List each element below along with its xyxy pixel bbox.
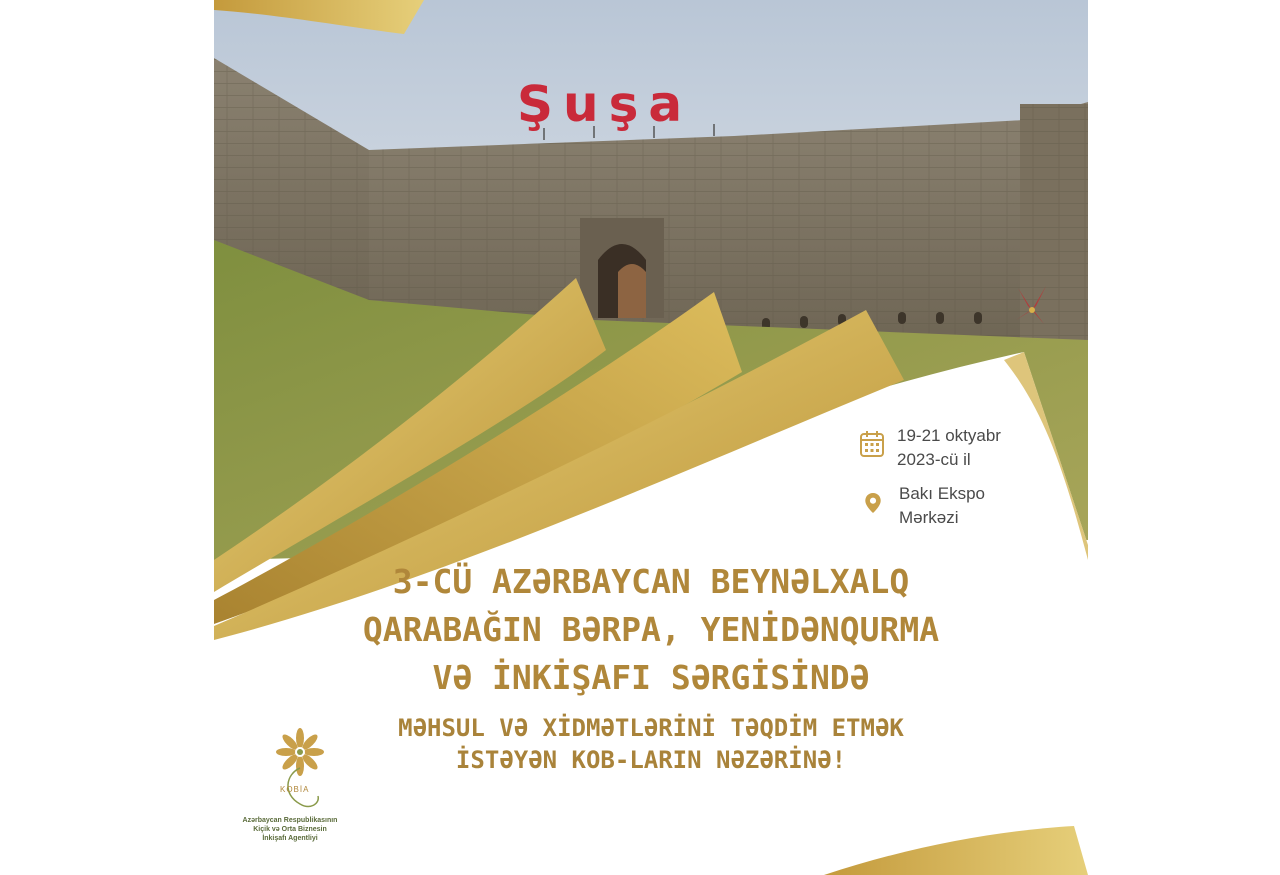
kobia-logo-name: KOBİA: [280, 785, 310, 794]
event-venue-line2: Mərkəzi: [899, 508, 959, 527]
event-dates-line1: 19-21 oktyabr: [897, 426, 1001, 445]
kobia-caption-line1: Azərbaycan Respublikasının: [242, 817, 338, 824]
headline: [214, 558, 1088, 702]
subheadline-line2: İSTƏYƏN KOB-LARIN NƏZƏRİNƏ!: [455, 746, 847, 774]
headline-line1: 3-CÜ AZƏRBAYCAN BEYNƏLXALQ: [392, 562, 910, 601]
event-venue-line1: Bakı Ekspo: [899, 484, 985, 503]
headline-line2: QARABAĞIN BƏRPA, YENİDƏNQURMA: [362, 610, 940, 649]
event-dates-text: [897, 424, 1001, 472]
event-venue: [859, 482, 1059, 530]
kobia-caption-line2: Kiçik və Orta Biznesin: [253, 826, 327, 833]
kobia-caption-line3: İnkişafı Agentliyi: [262, 835, 318, 842]
subheadline-line1: MƏHSUL VƏ XİDMƏTLƏRİNİ TƏQDİM ETMƏK: [398, 714, 904, 742]
event-poster: [214, 0, 1088, 875]
event-dates: [859, 424, 1059, 472]
kobia-logo-caption: [228, 816, 352, 843]
calendar-icon: [859, 430, 885, 460]
susa-sign-text: Şuşa: [517, 75, 693, 133]
headline-line3: VƏ İNKİŞAFI SƏRGİSİNDƏ: [432, 658, 870, 697]
event-venue-text: [899, 482, 985, 530]
event-dates-line2: 2023-cü il: [897, 450, 971, 469]
location-pin-icon: [863, 488, 883, 518]
susa-sign: [517, 75, 714, 140]
